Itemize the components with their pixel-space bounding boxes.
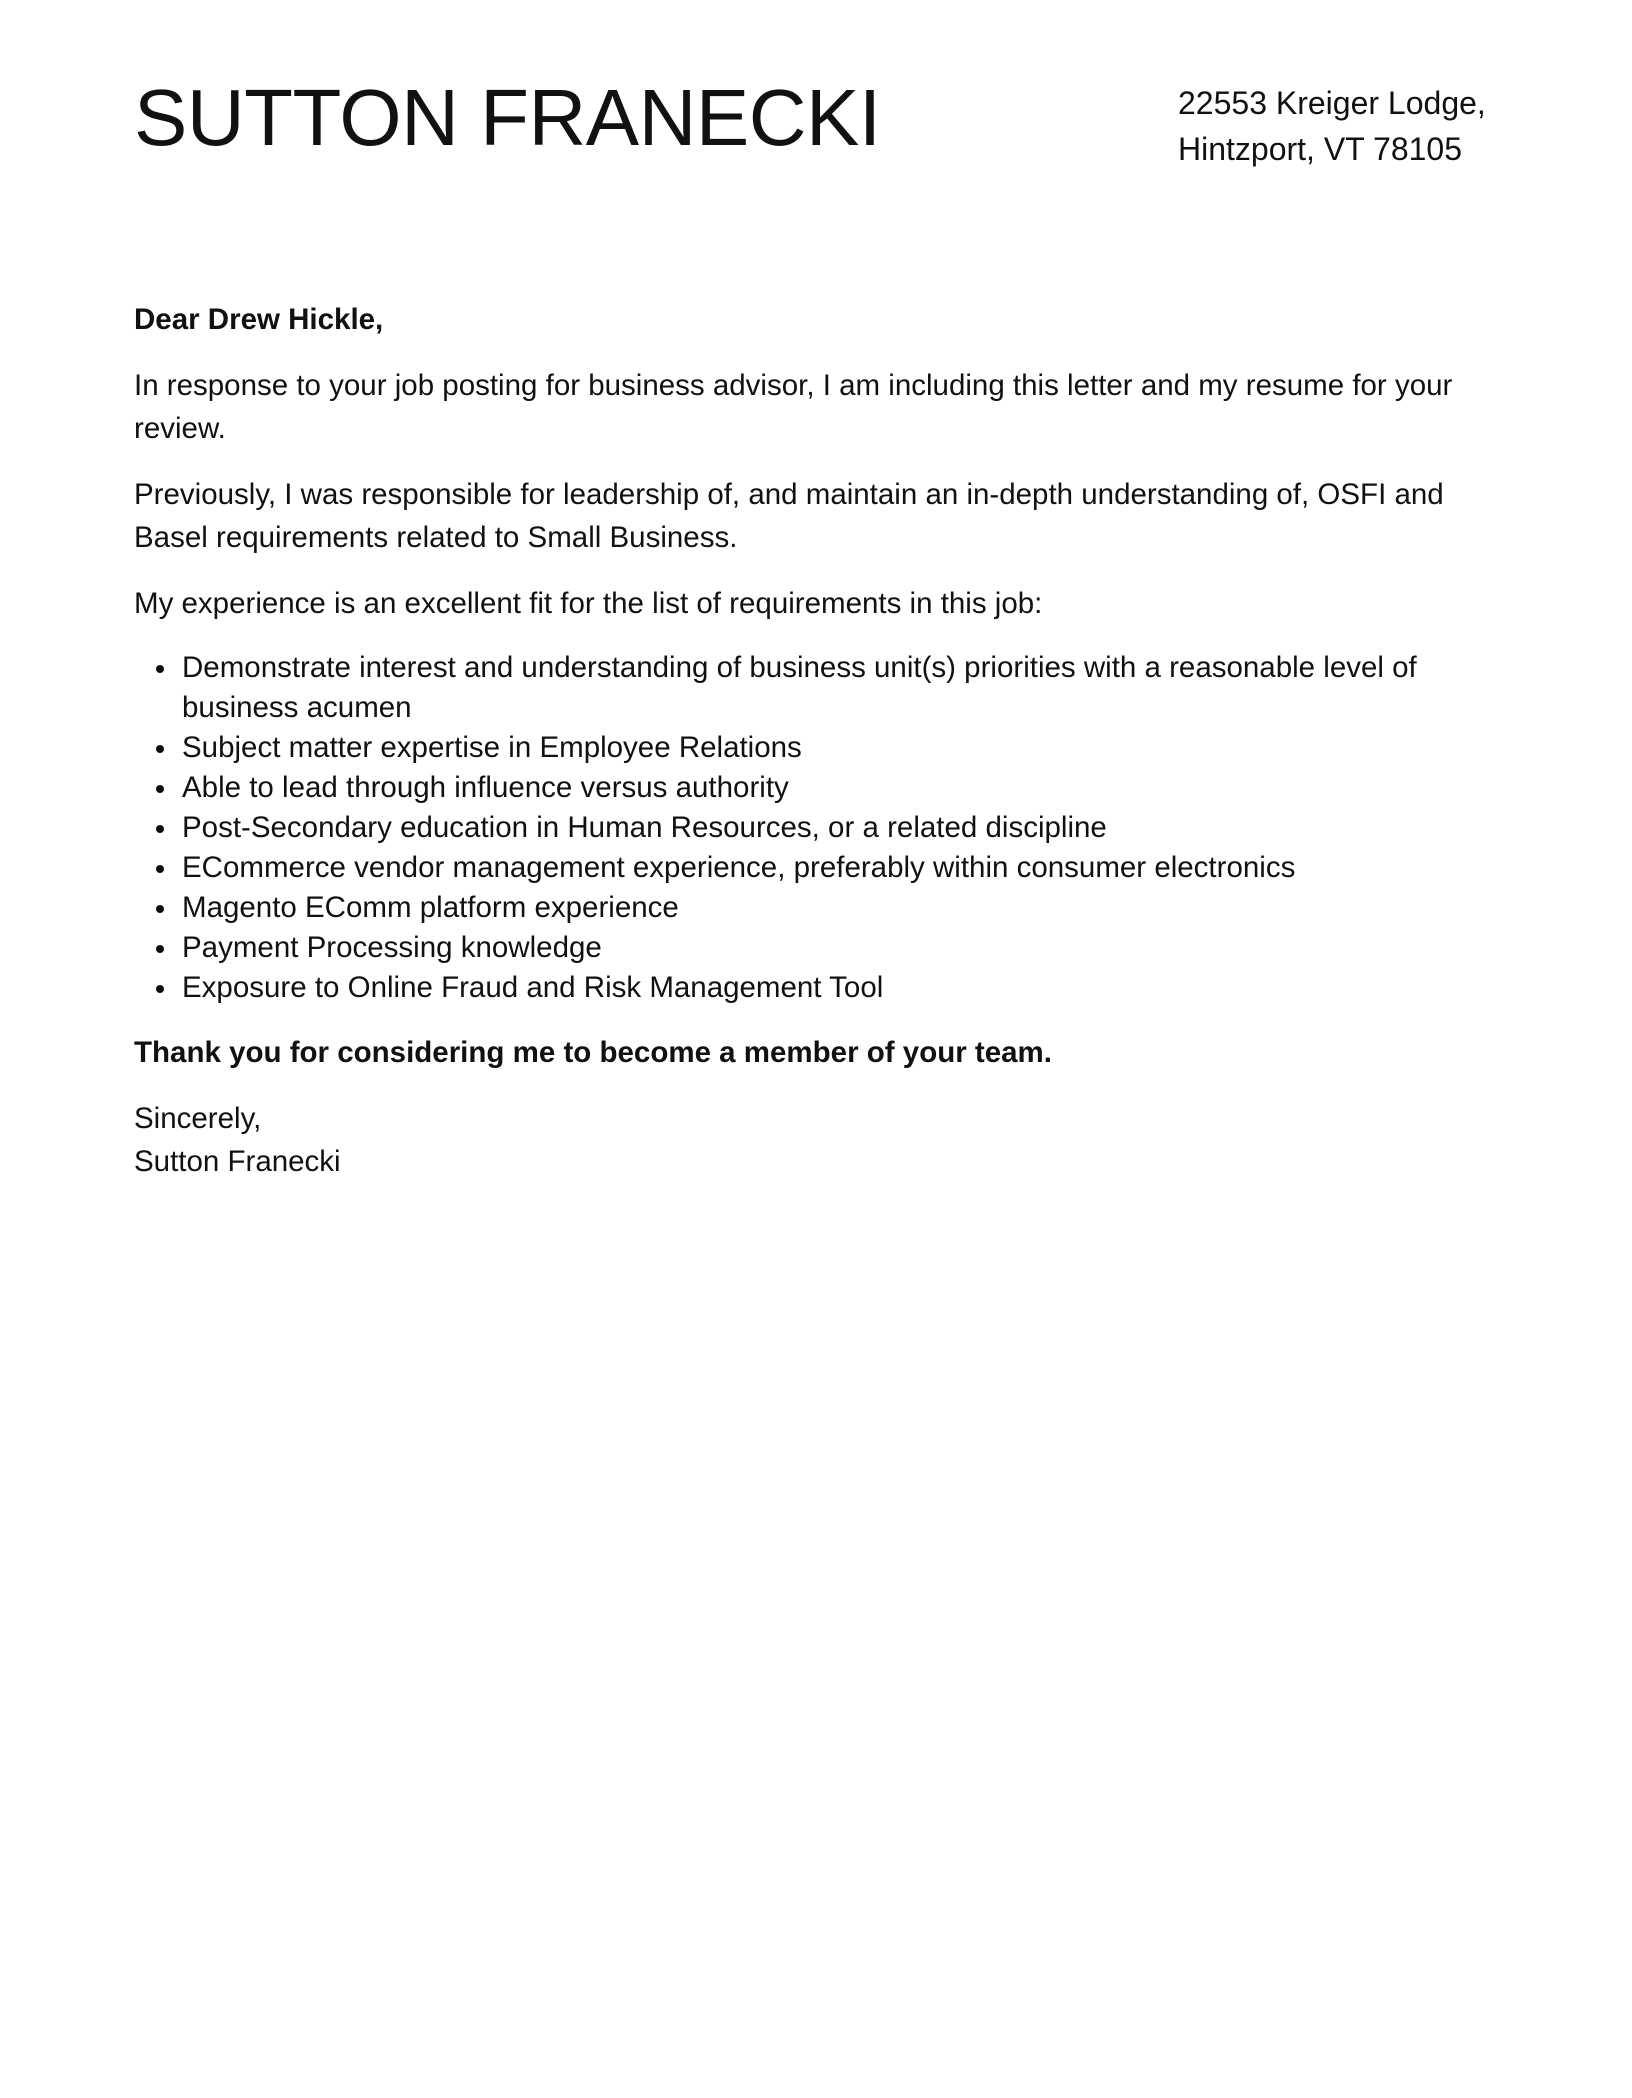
list-item: Post-Secondary education in Human Resources, or a related discipline bbox=[134, 808, 1498, 848]
requirements-list bbox=[134, 648, 1498, 1008]
list-item: Exposure to Online Fraud and Risk Management Tool bbox=[134, 968, 1498, 1008]
list-item: ECommerce vendor management experience, preferably within consumer electronics bbox=[134, 848, 1498, 888]
list-item: Payment Processing knowledge bbox=[134, 928, 1498, 968]
list-item: Magento EComm platform experience bbox=[134, 888, 1498, 928]
list-item: Subject matter expertise in Employee Relations bbox=[134, 728, 1498, 768]
address-line-1: 22553 Kreiger Lodge, bbox=[1178, 85, 1486, 121]
paragraph-experience: Previously, I was responsible for leadership of, and maintain an in-depth understanding of, OSFI and Basel requirements related to Small Business. bbox=[134, 478, 1444, 554]
signoff-block bbox=[134, 1097, 1498, 1183]
closing-line: Thank you for considering me to become a member of your team. bbox=[134, 1036, 1052, 1069]
paragraph-intro: In response to your job posting for business advisor, I am including this letter and my resume for your review. bbox=[134, 369, 1453, 445]
list-item: Demonstrate interest and understanding of business unit(s) priorities with a reasonable level of business acumen bbox=[134, 648, 1498, 728]
signature-name: Sutton Franecki bbox=[134, 1145, 341, 1178]
paragraph-fit: My experience is an excellent fit for the list of requirements in this job: bbox=[134, 587, 1043, 620]
list-item: Able to lead through influence versus authority bbox=[134, 768, 1498, 808]
sender-address bbox=[1178, 80, 1486, 172]
signoff: Sincerely, bbox=[134, 1102, 262, 1135]
address-line-2: Hintzport, VT 78105 bbox=[1178, 131, 1463, 167]
sender-name: SUTTON FRANECKI bbox=[134, 73, 881, 162]
letter-body bbox=[134, 298, 1498, 1183]
salutation: Dear Drew Hickle, bbox=[134, 303, 384, 336]
